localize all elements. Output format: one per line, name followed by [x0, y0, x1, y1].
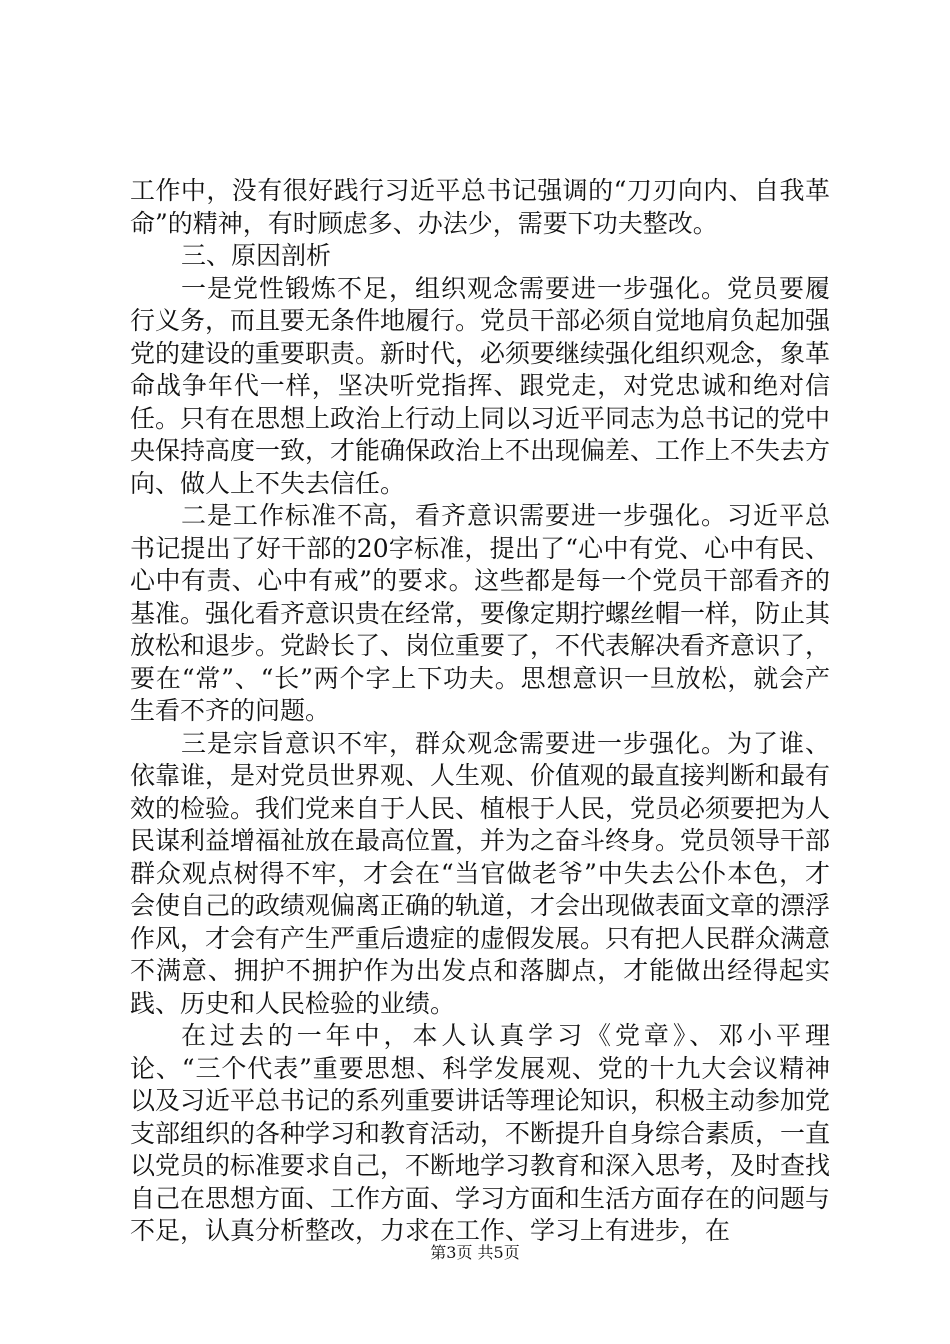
paragraph: 一是党性锻炼不足，组织观念需要进一步强化。党员要履行义务，而且要无条件地履行。党员干部必须自觉地肩负起加强党的建设的重要职责。新时代，必须要继续强化组织观念，象革命战争年代一样，坚决听党指挥、跟党走，对党忠诚和绝对信任。只有在思想上政治上行动上同以习近平同志为总书记的党中央保持高度一致，才能确保政治上不出现偏差、工作上不失去方向、做人上不失去信任。 — [130, 273, 831, 498]
paragraph: 二是工作标准不高，看齐意识需要进一步强化。习近平总书记提出了好干部的20字标准，提出了“心中有党、心中有民、心中有责、心中有戒”的要求。这些都是每一个党员干部看齐的基准。强化看齐意识贵在经常，要像定期拧螺丝帽一样，防止其放松和退步。党龄长了、岗位重要了，不代表解决看齐意识了，要在“常”、“长”两个字上下功夫。思想意识一旦放松，就会产生看不齐的问题。 — [130, 501, 831, 725]
paragraph: 工作中，没有很好践行习近平总书记强调的“刀刃向内、自我革命”的精神，有时顾虑多、办法少，需要下功夫整改。 — [130, 176, 830, 238]
document-body — [130, 175, 830, 1248]
section-heading: 三、原因剖析 — [181, 241, 332, 270]
page-footer: 第3页 共5页 — [430, 1243, 520, 1262]
paragraph: 在过去的一年中，本人认真学习《党章》、邓小平理论、“三个代表”重要思想、科学发展观、党的十九大会议精神以及习近平总书记的系列重要讲话等理论知识，积极主动参加党支部组织的各种学习和教育活动，不断提升自身综合素质，一直以党员的标准要求自己，不断地学习教育和深入思考，及时查找自己在思想方面、工作方面、学习方面和生活方面存在的问题与不足，认真分析整改，力求在工作、学习上有进步，在 — [130, 1021, 831, 1245]
paragraph: 三是宗旨意识不牢，群众观念需要进一步强化。为了谁、依靠谁，是对党员世界观、人生观、价值观的最直接判断和最有效的检验。我们党来自于人民、植根于人民，党员必须要把为人民谋利益增福祉放在最高位置，并为之奋斗终身。党员领导干部群众观点树得不牢，才会在“当官做老爷”中失去公仆本色，才会使自己的政绩观偏离正确的轨道，才会出现做表面文章的漂浮作风，才会有产生严重后遗症的虚假发展。只有把人民群众满意不满意、拥护不拥护作为出发点和落脚点，才能做出经得起实践、历史和人民检验的业绩。 — [130, 728, 831, 1018]
